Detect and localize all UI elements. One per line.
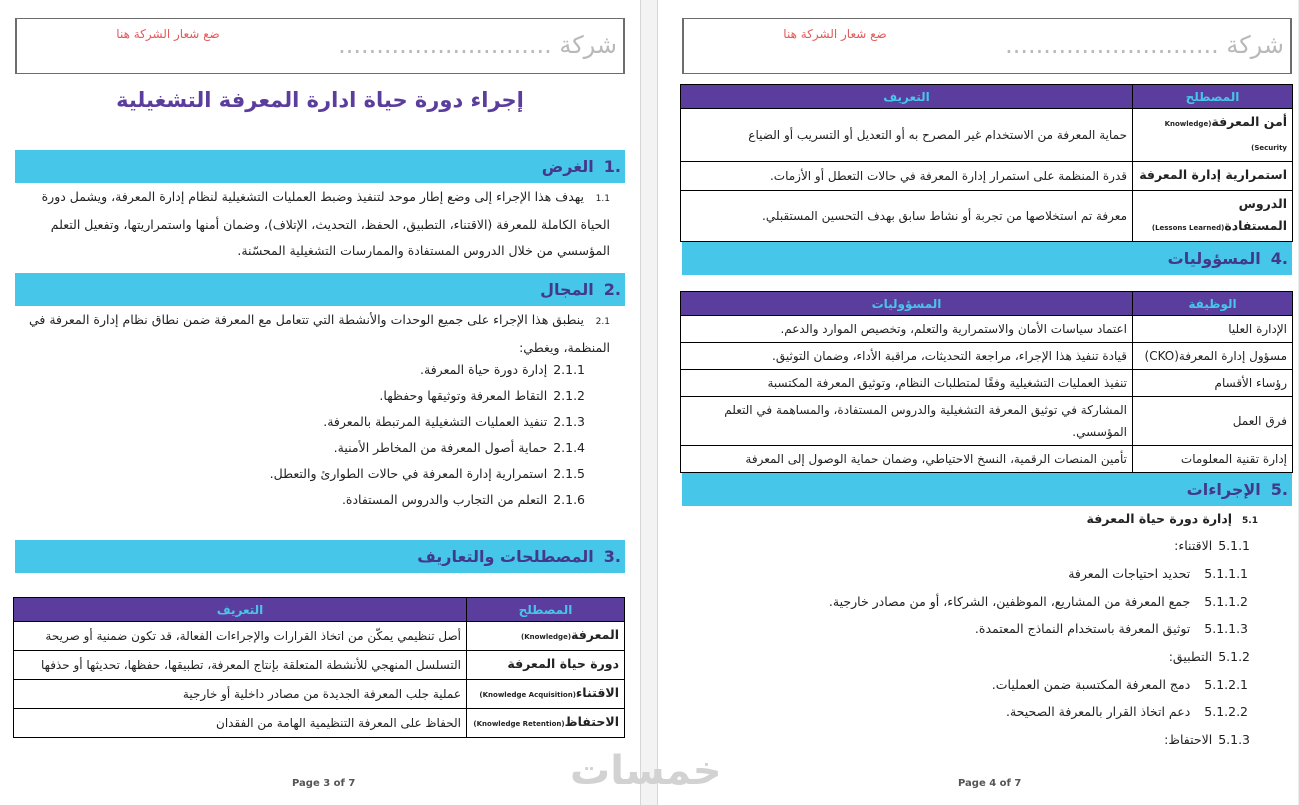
paragraph-text: ينطبق هذا الإجراء على جميع الوحدات والأنشطة التي تتعامل مع المعرفة ضمن نطاق نظام إدارة المعرفة في المنظمة، ويغطي: — [28, 312, 610, 355]
paragraph-2-1 — [15, 307, 610, 361]
table-row — [681, 446, 1293, 473]
term-cell — [1133, 162, 1293, 191]
table-row — [681, 397, 1293, 446]
definition-cell: الحفاظ على المعرفة التنظيمية الهامة من الفقدان — [14, 709, 467, 738]
term-cell — [467, 680, 625, 709]
paragraph-1-1 — [40, 184, 610, 264]
terms-table-continued — [680, 84, 1293, 242]
procedure-item — [1068, 566, 1248, 581]
item-text: دعم اتخاذ القرار بالمعرفة الصحيحة. — [1005, 704, 1191, 719]
item-number: 5.1.3 — [1218, 732, 1250, 747]
term-ar: الاقتناء — [575, 685, 619, 700]
table-header-row — [681, 292, 1293, 316]
procedure-item — [975, 621, 1248, 636]
definition-cell: معرفة تم استخلاصها من تجربة أو نشاط سابق بهدف التحسين المستقبلي. — [681, 191, 1133, 242]
item-text: الاقتناء: — [1174, 538, 1213, 553]
responsibility-cell: تأمين المنصات الرقمية، النسخ الاحتياطي، وضمان حماية الوصول إلى المعرفة — [681, 446, 1133, 473]
section-heading-procedures — [682, 473, 1292, 506]
item-text: إدارة دورة حياة المعرفة. — [420, 362, 548, 377]
term-ar: استمرارية إدارة المعرفة — [1139, 167, 1287, 182]
term-ar: الاحتفاظ — [564, 714, 619, 729]
paragraph-number: 1.1 — [595, 194, 610, 204]
table-row — [681, 191, 1293, 242]
section-title: المصطلحات والتعاريف — [417, 547, 594, 566]
responsibility-cell: المشاركة في توثيق المعرفة التشغيلية والدروس المستفادة، والمساهمة في التعلم المؤسسي. — [681, 397, 1133, 446]
item-number: 5.1.2.2 — [1204, 704, 1248, 719]
item-number: 2.1.1 — [553, 362, 585, 377]
responsibility-cell: اعتماد سياسات الأمان والاستمرارية والتعلم، وتخصيص الموارد والدعم. — [681, 316, 1133, 343]
column-header-role: الوظيفة — [1133, 292, 1293, 316]
responsibility-cell: قيادة تنفيذ هذا الإجراء، مراجعة التحديثات، مراقبة الأداء، وضمان التوثيق. — [681, 343, 1133, 370]
section-title: الغرض — [541, 157, 594, 176]
column-header-definition: التعريف — [681, 85, 1133, 109]
term-ar: الدروس المستفادة — [1224, 196, 1287, 233]
page-header — [15, 18, 625, 74]
company-cell — [986, 19, 1291, 73]
list-item — [379, 388, 585, 403]
table-row — [14, 622, 625, 651]
procedure-item — [1006, 704, 1248, 719]
column-header-responsibilities: المسؤوليات — [681, 292, 1133, 316]
list-item — [323, 414, 585, 429]
item-number: 5.1.1 — [1218, 538, 1250, 553]
item-number: 5.1.2.1 — [1204, 677, 1248, 692]
paragraph-text: يهدف هذا الإجراء إلى وضع إطار موحد لتنفيذ وضبط العمليات التشغيلية لنظام إدارة المعرفة، ويشمل دورة الحياة الكاملة للمعرفة (الاقتناء، التطبيق، الحفظ، التحديث، الإتلاف)، وضمان أمنها واستمراريتها، وتفعيل التعلم المؤسسي من خلال الدروس المستفادة والممارسات التشغيلية المحسّنة. — [41, 189, 610, 258]
document-page-3 — [0, 0, 640, 805]
logo-placeholder: ضع شعار الشركة هنا — [116, 27, 220, 41]
section-heading-scope — [15, 273, 625, 306]
item-number: 2.1.6 — [553, 492, 585, 507]
column-header-term: المصطلح — [1133, 85, 1293, 109]
list-item — [420, 362, 585, 377]
definition-cell: أصل تنظيمي يمكّن من اتخاذ القرارات والإجراءات الفعالة، قد تكون ضمنية أو صريحة — [14, 622, 467, 651]
paragraph-number: 2.1 — [595, 317, 610, 327]
list-item — [270, 466, 585, 481]
role-cell: فرق العمل — [1133, 397, 1293, 446]
company-name: شركة ............................ — [1005, 31, 1284, 59]
term-cell — [1133, 109, 1293, 162]
section-heading-purpose — [15, 150, 625, 183]
section-title: الإجراءات — [1186, 480, 1261, 499]
definition-cell: التسلسل المنهجي للأنشطة المتعلقة بإنتاج المعرفة، تطبيقها، حفظها، تحديثها أو حذفها — [14, 651, 467, 680]
item-text: التطبيق: — [1168, 649, 1213, 664]
item-text: حماية أصول المعرفة من المخاطر الأمنية. — [333, 440, 548, 455]
table-row — [14, 651, 625, 680]
item-text: جمع المعرفة من المشاريع، الموظفين، الشركاء، أو من مصادر خارجية. — [828, 594, 1191, 609]
item-text: استمرارية إدارة المعرفة في حالات الطوارئ والتعطل. — [269, 466, 548, 481]
term-ar: دورة حياة المعرفة — [507, 656, 619, 671]
definition-cell: عملية جلب المعرفة الجديدة من مصادر داخلية أو خارجية — [14, 680, 467, 709]
role-cell: مسؤول إدارة المعرفة(CKO) — [1133, 343, 1293, 370]
list-item — [334, 440, 585, 455]
section-number: .2 — [603, 280, 621, 299]
item-text: تحديد احتياجات المعرفة — [1068, 566, 1191, 581]
item-number: 5.1.1.3 — [1204, 621, 1248, 636]
term-en: (Knowledge) — [521, 633, 572, 641]
table-header-row — [14, 598, 625, 622]
section-number: .3 — [603, 547, 621, 566]
item-number: 2.1.4 — [553, 440, 585, 455]
table-row — [681, 370, 1293, 397]
table-row — [14, 680, 625, 709]
item-number: 5.1.2 — [1218, 649, 1250, 664]
item-number: 5.1.1.1 — [1204, 566, 1248, 581]
list-item — [342, 492, 585, 507]
role-cell: الإدارة العليا — [1133, 316, 1293, 343]
role-cell: إدارة تقنية المعلومات — [1133, 446, 1293, 473]
item-number: 2.1.2 — [553, 388, 585, 403]
term-cell — [467, 651, 625, 680]
logo-cell — [683, 19, 986, 73]
role-cell: رؤساء الأقسام — [1133, 370, 1293, 397]
table-row — [681, 343, 1293, 370]
term-cell — [467, 622, 625, 651]
item-number: 2.1.5 — [553, 466, 585, 481]
term-cell — [1133, 191, 1293, 242]
item-text: الاحتفاظ: — [1164, 732, 1213, 747]
item-text: إدارة دورة حياة المعرفة — [1086, 511, 1233, 526]
procedure-item — [829, 594, 1248, 609]
document-page-4 — [658, 0, 1298, 805]
section-number: .1 — [603, 157, 621, 176]
responsibility-cell: تنفيذ العمليات التشغيلية وفقًا لمتطلبات النظام، وتوثيق المعرفة المكتسبة — [681, 370, 1133, 397]
table-header-row — [681, 85, 1293, 109]
watermark: خمسات — [570, 748, 722, 794]
section-title: المجال — [540, 280, 594, 299]
term-ar: المعرفة — [571, 627, 619, 642]
term-en: (Knowledge Retention) — [473, 720, 565, 728]
item-number: 5.1.1.2 — [1204, 594, 1248, 609]
item-text: توثيق المعرفة باستخدام النماذج المعتمدة. — [974, 621, 1191, 636]
terms-table — [13, 597, 625, 738]
column-header-definition: التعريف — [14, 598, 467, 622]
term-en: (Knowledge Acquisition) — [479, 691, 576, 699]
logo-cell — [16, 19, 319, 73]
section-number: .5 — [1270, 480, 1288, 499]
page-footer: Page 3 of 7 — [292, 778, 356, 789]
section-number: .4 — [1270, 249, 1288, 268]
procedure-item — [1169, 649, 1250, 664]
section-title: المسؤوليات — [1167, 249, 1261, 268]
logo-placeholder: ضع شعار الشركة هنا — [783, 27, 887, 41]
procedure-item — [1164, 732, 1250, 747]
company-name: شركة ............................ — [338, 31, 617, 59]
item-text: التعلم من التجارب والدروس المستفادة. — [341, 492, 548, 507]
section-heading-responsibilities — [682, 242, 1292, 275]
table-row — [681, 316, 1293, 343]
term-cell — [467, 709, 625, 738]
document-title: إجراء دورة حياة ادارة المعرفة التشغيلية — [116, 88, 524, 112]
item-number: 2.1.3 — [553, 414, 585, 429]
page-footer: Page 4 of 7 — [958, 778, 1022, 789]
section-heading-terms — [15, 540, 625, 573]
procedure-item — [992, 677, 1248, 692]
item-text: التقاط المعرفة وتوثيقها وحفظها. — [379, 388, 548, 403]
term-en: (Lessons Learned) — [1151, 224, 1225, 232]
table-row — [681, 162, 1293, 191]
table-row — [681, 109, 1293, 162]
procedure-item — [1174, 538, 1250, 553]
company-cell — [319, 19, 624, 73]
column-header-term: المصطلح — [467, 598, 625, 622]
page-gutter — [640, 0, 658, 805]
page-header — [682, 18, 1292, 74]
item-text: تنفيذ العمليات التشغيلية المرتبطة بالمعرفة. — [323, 414, 548, 429]
term-ar: أمن المعرفة — [1211, 114, 1287, 129]
table-row — [14, 709, 625, 738]
definition-cell: قدرة المنظمة على استمرار إدارة المعرفة في حالات التعطل أو الأزمات. — [681, 162, 1133, 191]
definition-cell: حماية المعرفة من الاستخدام غير المصرح به أو التعديل أو التسريب أو الضياع — [681, 109, 1133, 162]
responsibilities-table — [680, 291, 1293, 473]
item-number: 5.1 — [1242, 516, 1258, 526]
term-en: (Knowledge Security) — [1164, 120, 1287, 152]
item-text: دمج المعرفة المكتسبة ضمن العمليات. — [991, 677, 1191, 692]
procedure-5-1 — [1087, 511, 1258, 526]
